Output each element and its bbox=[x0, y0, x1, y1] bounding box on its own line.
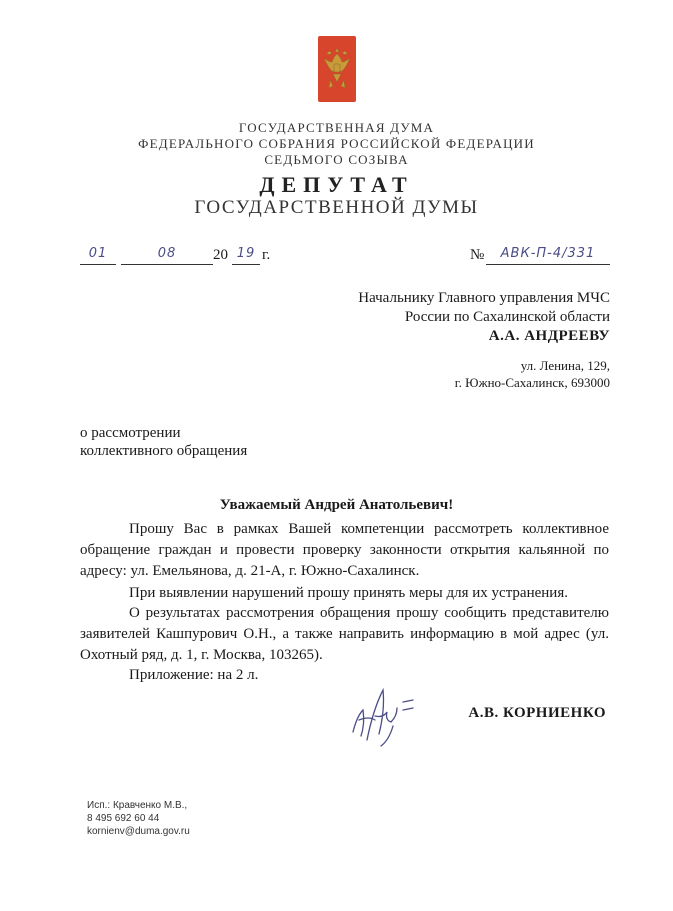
letterhead-line-1: ГОСУДАРСТВЕННАЯ ДУМА bbox=[238, 120, 435, 135]
date-year: 19 bbox=[232, 246, 260, 265]
footer-executor: Исп.: Кравченко М.В., bbox=[87, 800, 188, 811]
addressee-line-2: России по Сахалинской области bbox=[404, 309, 610, 325]
body-paragraph-1: Прошу Вас в рамках Вашей компетенции рассмотреть коллективное обращение граждан и провести проверку законности открытия кальянной по адресу: ул. Емельянова, д. 21-А, г. Южно-Сахалинск. bbox=[80, 521, 609, 579]
body-paragraph-3: О результатах рассмотрения обращения прошу сообщить представителю заявителей Кашпурович О.Н., а также направить информацию в мой адрес (ул. Охотный ряд, д. 1, г. Москва, 103265). bbox=[80, 605, 609, 663]
footer-email: kornienv@duma.gov.ru bbox=[87, 826, 190, 837]
letterhead-line-3: СЕДЬМОГО СОЗЫВА bbox=[264, 152, 409, 167]
signer-name: А.В. КОРНИЕНКО bbox=[468, 705, 606, 721]
addressee-line-1: Начальнику Главного управления МЧС bbox=[358, 290, 610, 306]
body-paragraph-2: При выявлении нарушений прошу принять меры для их устранения. bbox=[129, 585, 568, 601]
addressee-name: А.А. АНДРЕЕВУ bbox=[488, 328, 610, 344]
addressee-city: г. Южно-Сахалинск, 693000 bbox=[454, 375, 610, 390]
date-day: 01 bbox=[80, 246, 116, 265]
addressee-street: ул. Ленина, 129, bbox=[520, 358, 610, 373]
attachment-note: Приложение: на 2 л. bbox=[129, 667, 259, 683]
salutation: Уважаемый Андрей Анатольевич! bbox=[219, 497, 454, 513]
footer-phone: 8 495 692 60 44 bbox=[87, 813, 160, 824]
doc-number: АВК-П-4/331 bbox=[486, 246, 610, 265]
doc-number-prefix: № bbox=[470, 247, 485, 263]
date-year-prefix: 20 bbox=[213, 247, 228, 263]
letterhead-subtitle: ГОСУДАРСТВЕННОЙ ДУМЫ bbox=[194, 197, 479, 218]
handwritten-signature bbox=[345, 680, 425, 760]
subject-line-2: коллективного обращения bbox=[80, 443, 248, 459]
coat-of-arms-icon bbox=[318, 36, 356, 102]
letterhead-title: ДЕПУТАТ bbox=[259, 172, 414, 197]
date-suffix: г. bbox=[262, 247, 271, 263]
letterhead-line-2: ФЕДЕРАЛЬНОГО СОБРАНИЯ РОССИЙСКОЙ ФЕДЕРАЦИИ bbox=[138, 136, 535, 151]
date-month: 08 bbox=[121, 246, 213, 265]
subject-line-1: о рассмотрении bbox=[80, 425, 181, 441]
